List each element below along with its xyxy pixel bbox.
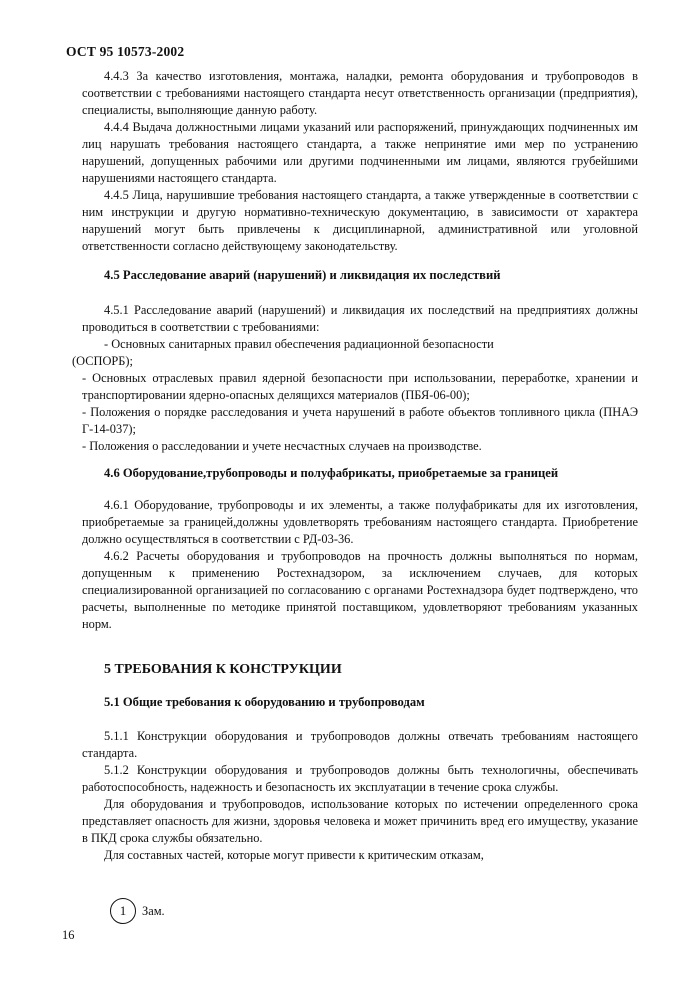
paragraph-4-6-2: 4.6.2 Расчеты оборудования и трубопроводов на прочность должны выполняться по нормам, допущенным к применению Ростехнадзором, за исключением случаев, для которых специализированной организацией по согласованию с органами Ростехнадзора будет подтверждено, что расчеты, выполненные по методике принятой поставщиком, удовлетворяют требованиям указанных норм.: [82, 549, 638, 631]
paragraph-4-5-1: 4.5.1 Расследование аварий (нарушений) и ликвидация их последствий на предприятиях должны проводиться в соответствии с требованиями:: [82, 303, 638, 334]
paragraph-4-6-1: 4.6.1 Оборудование, трубопроводы и их элементы, а также полуфабрикаты для их изготовления, приобретаемые за границей,должны удовлетворять требованиям настоящего стандарта. Приобретение должно осуществляться в соответствии с РД-03-36.: [82, 498, 638, 546]
section-5-heading: 5 ТРЕБОВАНИЯ К КОНСТРУКЦИИ: [104, 662, 342, 677]
list-item-accidents: - Положения о расследовании и учете несчастных случаев на производстве.: [82, 439, 482, 453]
list-item-pnae: - Положения о порядке расследования и учета нарушений в работе объектов топливного цикла (ПНАЭ Г-14-037);: [82, 405, 638, 436]
section-4-5-heading: 4.5 Расследование аварий (нарушений) и ликвидация их последствий: [104, 268, 501, 282]
paragraph-5-1-2-service-life: Для оборудования и трубопроводов, использование которых по истечении определенного срока представляет опасность для жизни, здоровья человека и может причинить вред его имуществу, указание в ПКД срока службы обязательно.: [82, 797, 638, 845]
section-4-6-text: [82, 497, 638, 633]
section-4-5-text: [72, 302, 638, 455]
paragraph-5-1-2-components: Для составных частей, которые могут привести к критическим отказам,: [104, 848, 484, 862]
section-5-1-text: [82, 728, 638, 864]
section-5-1-heading: 5.1 Общие требования к оборудованию и трубопроводам: [104, 695, 425, 709]
list-item-pbya: - Основных отраслевых правил ядерной безопасности при использовании, переработке, хранении и транспортировании ядерно-опасных делящихся материалов (ПБЯ-06-00);: [82, 371, 638, 402]
list-item-ospordb: - Основных санитарных правил обеспечения радиационной безопасности: [104, 337, 494, 351]
paragraph-5-1-2: 5.1.2 Конструкции оборудования и трубопроводов должны быть технологичны, обеспечивать работоспособность, надежность и безопасность их эксплуатации в течение срока службы.: [82, 763, 638, 794]
section-4-6-heading: 4.6 Оборудование,трубопроводы и полуфабрикаты, приобретаемые за границей: [104, 466, 559, 480]
change-number-circle: 1: [110, 898, 136, 924]
change-label: Зам.: [142, 903, 165, 918]
change-mark: [110, 898, 165, 924]
page-number: 16: [62, 928, 75, 942]
paragraph-5-1-1: 5.1.1 Конструкции оборудования и трубопроводов должны отвечать требованиям настоящего стандарта.: [82, 729, 638, 760]
list-item-ospordb-abbr: (ОСПОРБ);: [72, 354, 133, 368]
document-code: ОСТ 95 10573-2002: [66, 44, 185, 59]
paragraph-4-4-5: 4.4.5 Лица, нарушившие требования настоящего стандарта, а также утвержденные в соответствии с ним инструкции и другую нормативно-техническую документацию, в зависимости от характера нарушений могут быть привлечены к дисциплинарной, административной или уголовной ответственности согласно действующему законодательству.: [82, 188, 638, 253]
section-4-4-text: [82, 68, 638, 255]
paragraph-4-4-4: 4.4.4 Выдача должностными лицами указаний или распоряжений, принуждающих подчиненных им лиц нарушать требования настоящего стандарта, а также непринятие ими мер по устранению нарушений, допущенных рабочими или другими подчиненными им лицами, являются грубейшими нарушениями настоящего стандарта.: [82, 120, 638, 185]
paragraph-4-4-3: 4.4.3 За качество изготовления, монтажа, наладки, ремонта оборудования и трубопроводов в соответствии с требованиями настоящего стандарта несут ответственность организации (предприятия), специалисты, выполняющие данную работу.: [82, 69, 638, 117]
